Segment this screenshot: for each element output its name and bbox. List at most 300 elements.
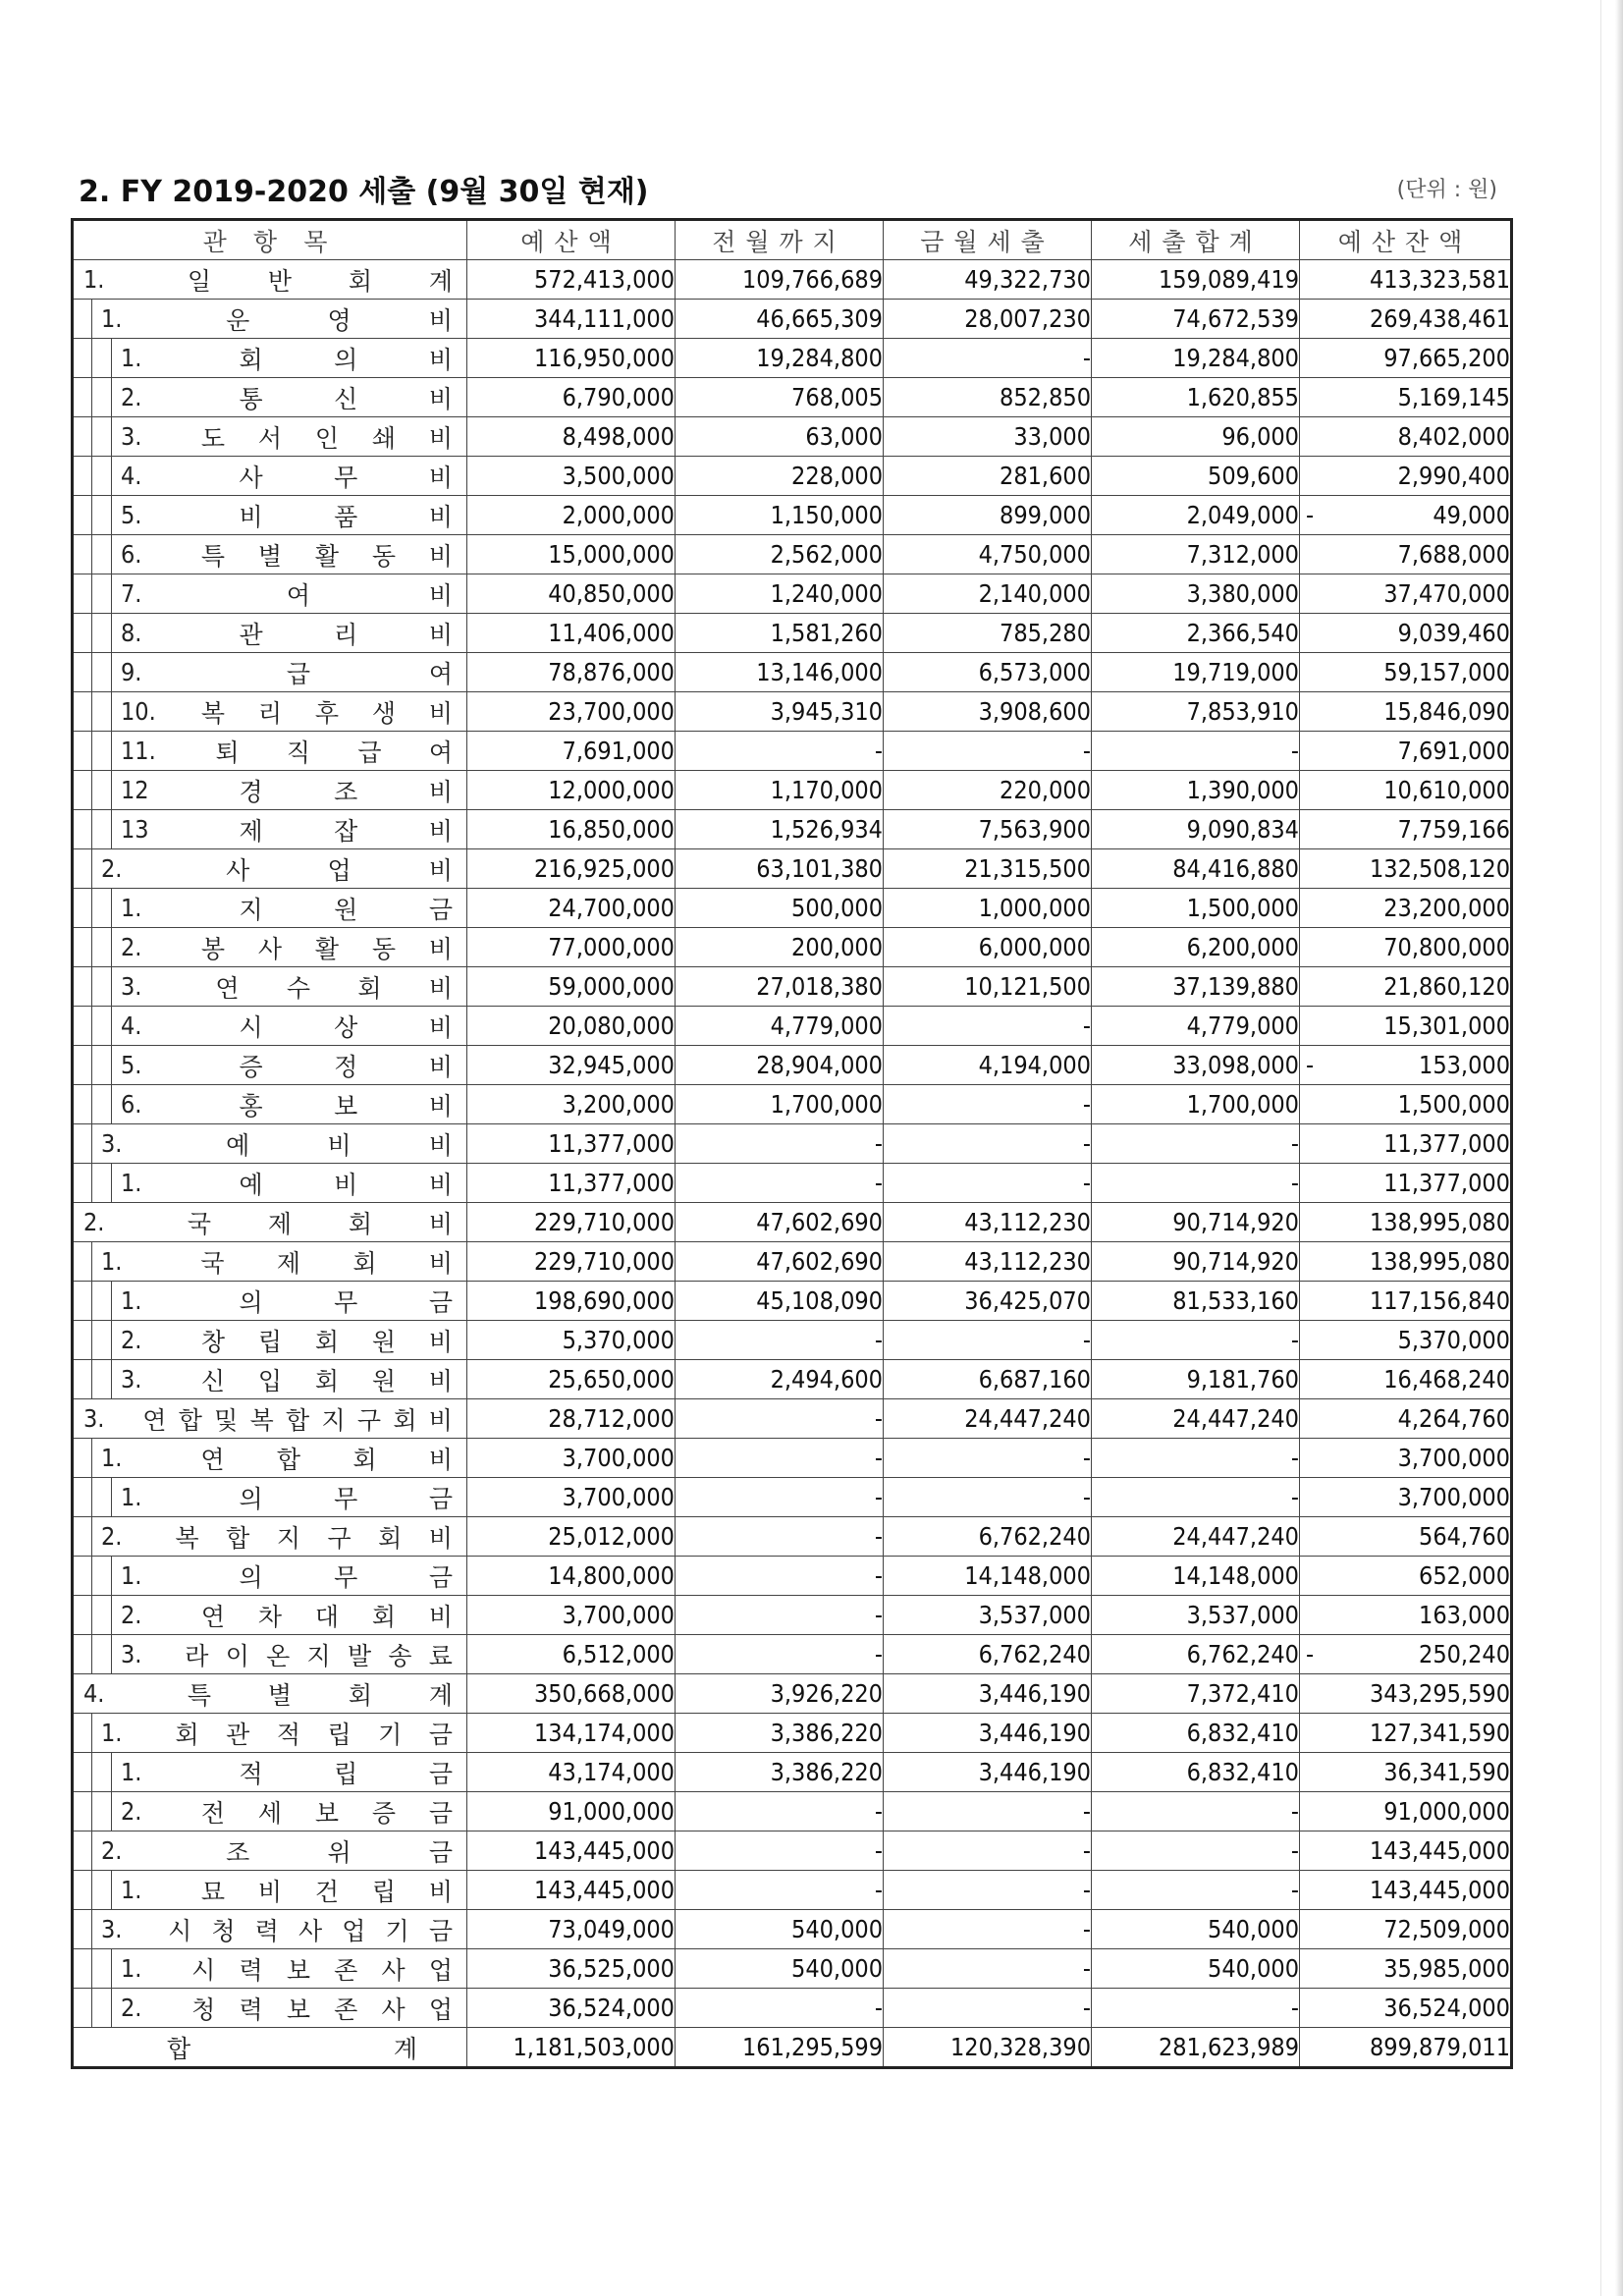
- table-row: [73, 1124, 1512, 1164]
- expenditure-total-cell: [1092, 614, 1300, 653]
- tree-guide-1: [91, 1753, 92, 1791]
- item-char: 직: [286, 738, 310, 767]
- budget-cell: [467, 967, 676, 1007]
- tree-guide-2: [111, 1871, 112, 1909]
- current-month-cell: [884, 1046, 1092, 1085]
- item-label: [74, 300, 466, 338]
- item-label: [74, 732, 466, 770]
- item-char: 제: [276, 1248, 300, 1278]
- prev-month-cell: [676, 1596, 884, 1635]
- expenditure-total-cell: [1092, 771, 1300, 810]
- budget-cell: [467, 574, 676, 614]
- amount: 33,098,000: [1172, 1051, 1299, 1079]
- prev-month-cell: [676, 1164, 884, 1203]
- amount: -: [1082, 1954, 1091, 1983]
- amount: 229,710,000: [533, 1208, 675, 1236]
- budget-cell: [467, 1203, 676, 1242]
- amount: 3,537,000: [978, 1601, 1091, 1629]
- item-label-cell: [73, 1164, 467, 1203]
- item-char: 신: [200, 1366, 225, 1395]
- item-char: 사: [257, 934, 282, 963]
- item-char: 금: [428, 895, 453, 924]
- item-label: [74, 653, 466, 691]
- item-number: 1.: [121, 1954, 142, 1983]
- budget-cell: [467, 1714, 676, 1753]
- tree-guide-2: [111, 889, 112, 927]
- item-char: 회: [352, 1445, 377, 1474]
- amount: 5,169,145: [1397, 383, 1510, 411]
- expenditure-total-cell: [1092, 1949, 1300, 1989]
- item-char: 비: [257, 1877, 282, 1906]
- amount: 14,148,000: [1172, 1561, 1299, 1590]
- amount: 3,446,190: [978, 1679, 1091, 1708]
- item-number: 3.: [83, 1404, 105, 1433]
- amount: 21,315,500: [964, 854, 1091, 883]
- item-label: [74, 1360, 466, 1398]
- amount: 899,000: [1000, 501, 1091, 529]
- prev-month-cell: [676, 1478, 884, 1517]
- item-label-cell: [73, 1674, 467, 1714]
- remaining-cell: [1300, 1714, 1512, 1753]
- item-label-cell: [73, 653, 467, 692]
- remaining-cell: [1300, 300, 1512, 339]
- item-char: 립: [334, 1759, 358, 1788]
- item-char: 및: [214, 1405, 239, 1435]
- item-label-cell: [73, 1557, 467, 1596]
- item-char: 원: [334, 895, 358, 924]
- item-number: 7.: [121, 579, 142, 608]
- amount: 3,700,000: [562, 1444, 675, 1472]
- amount: 200,000: [791, 933, 883, 961]
- remaining-cell: [1300, 535, 1512, 574]
- item-char: 지: [306, 1641, 331, 1670]
- prev-month-cell: [676, 1831, 884, 1871]
- amount: -: [1290, 1169, 1299, 1197]
- item-char: 비: [428, 855, 453, 885]
- item-number: 1.: [121, 1561, 142, 1590]
- remaining-cell: [1300, 1124, 1512, 1164]
- amount: 15,000,000: [548, 540, 675, 569]
- amount: -: [874, 1483, 883, 1511]
- item-char: 보: [286, 1995, 310, 2024]
- total-char: 합: [167, 2034, 191, 2063]
- tree-guide-2: [111, 692, 112, 731]
- item-char: 급: [357, 738, 382, 767]
- tree-guide-1: [91, 1164, 92, 1202]
- prev-month-cell: [676, 496, 884, 535]
- amount: 216,925,000: [533, 854, 675, 883]
- current-month-cell: [884, 496, 1092, 535]
- tree-guide-1: [91, 771, 92, 809]
- item-char: 연: [200, 1602, 225, 1631]
- item-char: 운: [226, 305, 250, 335]
- amount: -: [874, 1876, 883, 1904]
- item-label: [74, 1635, 466, 1673]
- amount: 32,945,000: [548, 1051, 675, 1079]
- item-label-cell: [73, 1399, 467, 1439]
- amount: 28,007,230: [964, 304, 1091, 333]
- item-char: 기: [385, 1916, 409, 1945]
- tree-guide-1: [91, 417, 92, 456]
- remaining-cell: [1300, 1596, 1512, 1635]
- item-number: 2.: [121, 383, 142, 411]
- expenditure-total-cell: [1092, 1674, 1300, 1714]
- item-number: 1.: [101, 1247, 123, 1276]
- prev-month-cell: [676, 849, 884, 889]
- item-char: 사: [298, 1916, 323, 1945]
- remaining-cell: [1300, 653, 1512, 692]
- item-label: [74, 1046, 466, 1084]
- remaining-cell: [1300, 732, 1512, 771]
- remaining-cell: [1300, 339, 1512, 378]
- item-char: 상: [334, 1012, 358, 1042]
- current-month-cell: [884, 1282, 1092, 1321]
- amount: 43,174,000: [548, 1758, 675, 1786]
- amount: 10,121,500: [964, 972, 1091, 1001]
- budget-cell: [467, 928, 676, 967]
- item-char: 비: [428, 384, 453, 413]
- tree-guide-1: [91, 889, 92, 927]
- amount: 3,446,190: [978, 1719, 1091, 1747]
- item-char: 구: [356, 1405, 382, 1435]
- item-char: 쇄: [371, 423, 396, 453]
- budget-cell: [467, 1792, 676, 1831]
- item-char: 온: [266, 1641, 291, 1670]
- current-month-cell: [884, 1164, 1092, 1203]
- current-month-cell: [884, 810, 1092, 849]
- item-label-cell: [73, 1949, 467, 1989]
- item-char: 창: [200, 1327, 225, 1356]
- budget-cell: [467, 889, 676, 928]
- tree-guide-2: [111, 1557, 112, 1595]
- current-month-cell: [884, 1321, 1092, 1360]
- expenditure-total-cell: [1092, 1007, 1300, 1046]
- tree-guide-2: [111, 378, 112, 416]
- prev-month-cell: [676, 1360, 884, 1399]
- item-label-cell: [73, 535, 467, 574]
- amount: 45,108,090: [756, 1286, 883, 1315]
- item-char: 신: [334, 384, 358, 413]
- amount: 7,759,166: [1397, 815, 1510, 844]
- tree-guide-2: [111, 1282, 112, 1320]
- item-number: 2.: [101, 854, 123, 883]
- table-row: [73, 653, 1512, 692]
- item-label-cell: [73, 1792, 467, 1831]
- item-label-cell: [73, 260, 467, 300]
- remaining-cell: [1300, 1085, 1512, 1124]
- item-char: 금: [428, 1562, 453, 1592]
- expenditure-total-cell: [1092, 1478, 1300, 1517]
- prev-month-cell: [676, 653, 884, 692]
- current-month-cell: [884, 1478, 1092, 1517]
- expenditure-total-cell: [1092, 1871, 1300, 1910]
- amount: 4,194,000: [978, 1051, 1091, 1079]
- amount: 25,012,000: [548, 1522, 675, 1551]
- prev-month-cell: [676, 614, 884, 653]
- item-char: 비: [334, 1170, 358, 1199]
- expenditure-total-cell: [1092, 1085, 1300, 1124]
- header-current-month: 금월세출: [884, 220, 1092, 260]
- tree-guide-1: [91, 1517, 92, 1556]
- prev-month-cell: [676, 1242, 884, 1282]
- amount: 97,665,200: [1383, 344, 1510, 372]
- item-number: 6.: [121, 1090, 142, 1119]
- item-char: 의: [239, 1287, 263, 1317]
- amount: 37,470,000: [1383, 579, 1510, 608]
- current-month-cell: [884, 1085, 1092, 1124]
- table-row: [73, 967, 1512, 1007]
- tree-guide-1: [91, 1792, 92, 1831]
- tree-guide-2: [111, 417, 112, 456]
- item-label-cell: [73, 1831, 467, 1871]
- amount: 11,377,000: [1383, 1169, 1510, 1197]
- remaining-cell: [1300, 1046, 1512, 1085]
- item-char: 청: [191, 1995, 216, 2024]
- amount: 3,446,190: [978, 1758, 1091, 1786]
- item-label-cell: [73, 1046, 467, 1085]
- amount: -: [1082, 344, 1091, 372]
- amount: 3,700,000: [1397, 1483, 1510, 1511]
- amount: -: [874, 1640, 883, 1668]
- tree-guide-1: [91, 1478, 92, 1516]
- item-number: 10.: [121, 697, 156, 726]
- table-row: [73, 417, 1512, 457]
- item-number: 5.: [121, 1051, 142, 1079]
- tree-guide-2: [111, 771, 112, 809]
- item-label-cell: [73, 1321, 467, 1360]
- item-label: [74, 1478, 466, 1516]
- budget-cell: [467, 1124, 676, 1164]
- item-number: 8.: [121, 619, 142, 647]
- item-label: [74, 810, 466, 848]
- item-label-cell: [73, 378, 467, 417]
- expenditure-total-cell: [1092, 849, 1300, 889]
- remaining-cell: [1300, 1164, 1512, 1203]
- tree-guide-1: [91, 810, 92, 848]
- item-char: 립: [371, 1877, 396, 1906]
- item-label-cell: [73, 1085, 467, 1124]
- item-char: 금: [428, 1798, 453, 1828]
- expenditure-total-cell: [1092, 457, 1300, 496]
- amount: -: [1082, 1876, 1091, 1904]
- amount: -: [1290, 1876, 1299, 1904]
- budget-cell: [467, 1360, 676, 1399]
- amount: 43,112,230: [964, 1247, 1091, 1276]
- table-row: [73, 260, 1512, 300]
- item-number: 2.: [101, 1522, 123, 1551]
- item-number: 3.: [121, 422, 142, 451]
- amount: 24,700,000: [548, 894, 675, 922]
- tree-guide-1: [91, 1124, 92, 1163]
- table-row: [73, 1635, 1512, 1674]
- budget-cell: [467, 1674, 676, 1714]
- item-char: 계: [428, 266, 453, 296]
- current-month-cell: [884, 457, 1092, 496]
- amount: -: [1082, 1994, 1091, 2022]
- item-char: 지: [239, 895, 263, 924]
- prev-month-cell: [676, 810, 884, 849]
- table-row: [73, 1714, 1512, 1753]
- item-number: 3.: [121, 1640, 142, 1668]
- remaining-cell: [1300, 849, 1512, 889]
- amount: 15,301,000: [1383, 1011, 1510, 1040]
- item-char: 기: [378, 1720, 403, 1749]
- item-char: 지: [276, 1523, 300, 1553]
- negative-sign: -: [1306, 1640, 1315, 1668]
- amount: 343,295,590: [1369, 1679, 1510, 1708]
- amount: 2,000,000: [562, 501, 675, 529]
- item-char: 조: [334, 777, 358, 806]
- item-number: 3.: [121, 1365, 142, 1394]
- tree-guide-2: [111, 967, 112, 1006]
- item-label: [74, 1989, 466, 2027]
- tree-guide-2: [111, 1085, 112, 1123]
- amount: -: [874, 737, 883, 765]
- item-char: 합: [286, 1405, 310, 1435]
- item-char: 묘: [200, 1877, 225, 1906]
- table-row: [73, 849, 1512, 889]
- amount: 19,719,000: [1172, 658, 1299, 686]
- amount: 19,284,800: [1172, 344, 1299, 372]
- item-char: 존: [334, 1995, 358, 2024]
- current-month-cell: [884, 928, 1092, 967]
- item-char: 존: [334, 1955, 358, 1985]
- table-row: [73, 1753, 1512, 1792]
- table-row: [73, 1674, 1512, 1714]
- item-label-cell: [73, 1203, 467, 1242]
- amount: 143,445,000: [1369, 1836, 1510, 1865]
- page-edge-shadow: [1615, 0, 1623, 2296]
- current-month-cell: [884, 339, 1092, 378]
- item-char: 특: [187, 1680, 211, 1710]
- expenditure-total-cell: [1092, 1517, 1300, 1557]
- item-char: 의: [239, 1484, 263, 1513]
- current-month-cell: [884, 849, 1092, 889]
- table-row: [73, 771, 1512, 810]
- remaining-cell: [1300, 1635, 1512, 1674]
- header-remaining: 예산잔액: [1300, 220, 1512, 260]
- amount: 127,341,590: [1369, 1719, 1510, 1747]
- amount: 15,846,090: [1383, 697, 1510, 726]
- item-char: 리: [334, 620, 358, 649]
- current-month-cell: [884, 771, 1092, 810]
- item-char: 업: [327, 855, 352, 885]
- item-label-cell: [73, 1989, 467, 2028]
- budget-cell: [467, 1085, 676, 1124]
- tree-guide-2: [111, 1164, 112, 1202]
- table-row: [73, 1360, 1512, 1399]
- item-char: 무: [334, 1562, 358, 1592]
- expenditure-table: [71, 218, 1513, 2069]
- total-row: [73, 2028, 1512, 2068]
- current-month-cell: [884, 1007, 1092, 1046]
- budget-cell: [467, 692, 676, 732]
- amount: 1,150,000: [770, 501, 883, 529]
- total-current-month-cell: [884, 2028, 1092, 2068]
- item-char: 급: [286, 659, 310, 688]
- tree-guide-2: [111, 339, 112, 377]
- tree-guide-2: [111, 810, 112, 848]
- item-char: 동: [371, 541, 396, 571]
- amount: 3,700,000: [562, 1601, 675, 1629]
- item-char: 활: [314, 934, 339, 963]
- item-label: [74, 1399, 466, 1438]
- item-label-cell: [73, 732, 467, 771]
- amount: 652,000: [1419, 1561, 1510, 1590]
- amount: -: [1290, 1797, 1299, 1826]
- budget-cell: [467, 1439, 676, 1478]
- amount: 281,623,989: [1158, 2033, 1299, 2061]
- expenditure-total-cell: [1092, 1124, 1300, 1164]
- tree-guide-1: [91, 339, 92, 377]
- budget-cell: [467, 260, 676, 300]
- budget-cell: [467, 1871, 676, 1910]
- item-label: [74, 1517, 466, 1556]
- item-char: 인: [314, 423, 339, 453]
- item-char: 력: [239, 1995, 263, 2024]
- item-char: 위: [327, 1837, 352, 1867]
- prev-month-cell: [676, 1085, 884, 1124]
- amount: 11,406,000: [548, 619, 675, 647]
- item-char: 정: [334, 1052, 358, 1081]
- amount: 7,691,000: [562, 737, 675, 765]
- item-label-cell: [73, 1753, 467, 1792]
- item-label-cell: [73, 1242, 467, 1282]
- item-char: 업: [428, 1955, 453, 1985]
- item-char: 회: [348, 266, 372, 296]
- item-char: 비: [428, 345, 453, 374]
- item-char: 수: [286, 973, 310, 1003]
- amount: 8,498,000: [562, 422, 675, 451]
- amount: -: [1082, 1915, 1091, 1943]
- header-prev-month: 전월까지: [676, 220, 884, 260]
- page-title: 2. FY 2019-2020 세출 (9월 30일 현재): [79, 175, 649, 209]
- expenditure-total-cell: [1092, 260, 1300, 300]
- remaining-cell: [1300, 457, 1512, 496]
- item-char: 비: [428, 1405, 453, 1435]
- tree-guide-2: [111, 732, 112, 770]
- total-expenditure-cell: [1092, 2028, 1300, 2068]
- budget-cell: [467, 732, 676, 771]
- amount: 143,445,000: [533, 1876, 675, 1904]
- table-row: [73, 1949, 1512, 1989]
- item-char: 비: [428, 1209, 453, 1238]
- prev-month-cell: [676, 1910, 884, 1949]
- item-number: 4.: [121, 1011, 142, 1040]
- item-label-cell: [73, 928, 467, 967]
- amount: 6,000,000: [978, 933, 1091, 961]
- current-month-cell: [884, 732, 1092, 771]
- current-month-cell: [884, 260, 1092, 300]
- item-char: 합: [276, 1445, 300, 1474]
- expenditure-total-cell: [1092, 1792, 1300, 1831]
- item-number: 5.: [121, 501, 142, 529]
- item-number: 13: [121, 815, 149, 844]
- item-char: 국: [200, 1248, 225, 1278]
- header-item: 관 항 목: [73, 220, 467, 260]
- amount: 27,018,380: [756, 972, 883, 1001]
- item-number: 1.: [101, 1444, 123, 1472]
- prev-month-cell: [676, 1517, 884, 1557]
- amount: 24,447,240: [1172, 1522, 1299, 1551]
- tree-guide-2: [111, 653, 112, 691]
- item-char: 비: [428, 1602, 453, 1631]
- item-char: 비: [428, 1248, 453, 1278]
- prev-month-cell: [676, 1753, 884, 1792]
- budget-cell: [467, 1753, 676, 1792]
- tree-guide-2: [111, 1635, 112, 1673]
- amount: 2,990,400: [1397, 462, 1510, 490]
